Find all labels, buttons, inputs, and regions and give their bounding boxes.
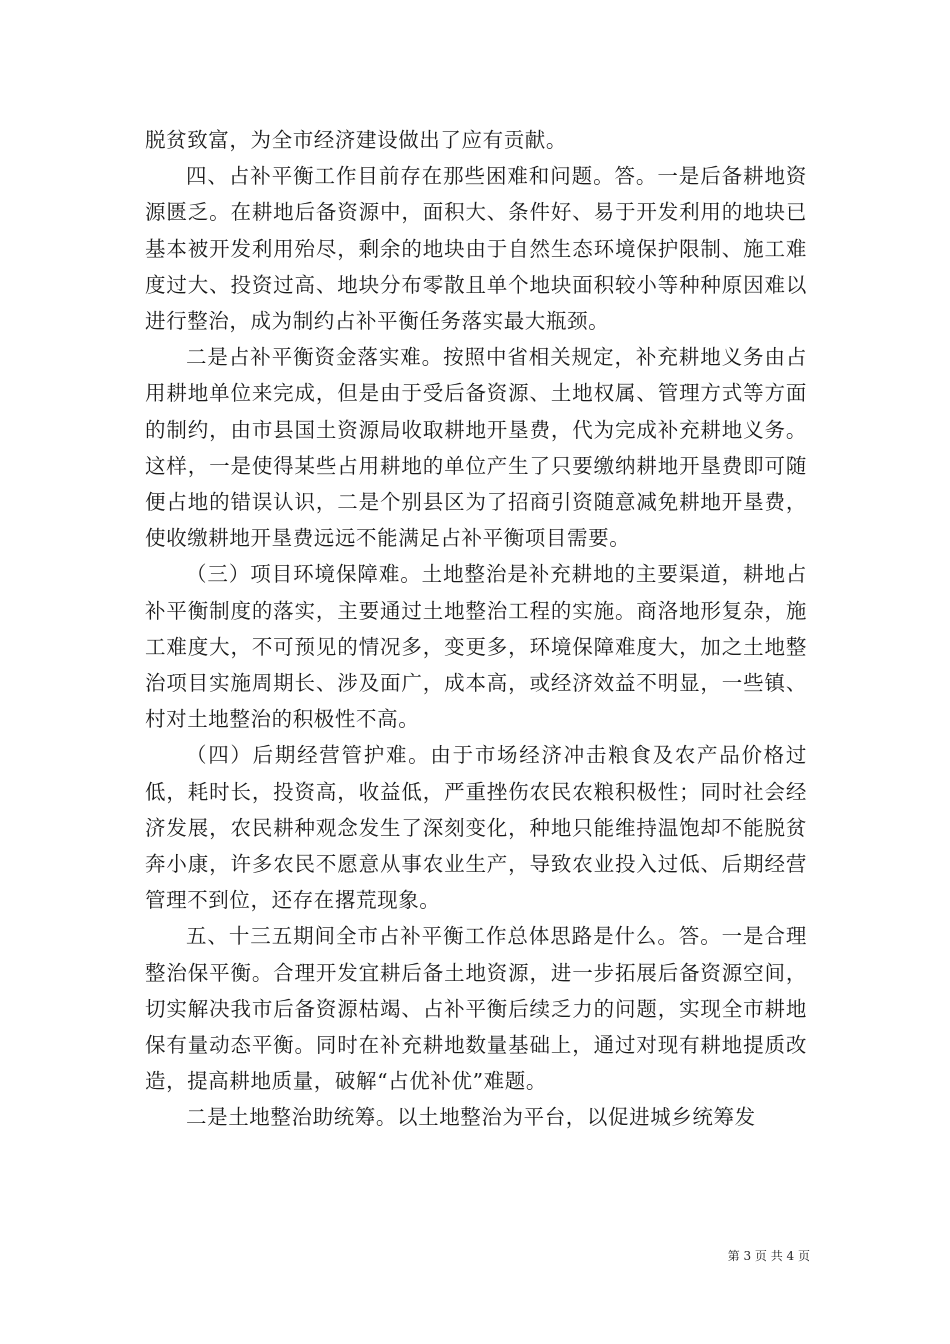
page-number-footer: 第 3 页 共 4 页 — [727, 1249, 810, 1263]
paragraph-environment-difficulty: （三）项目环境保障难。土地整治是补充耕地的主要渠道，耕地占补平衡制度的落实，主要通过土地整治工程的实施。商洛地形复杂，施工难度大，不可预见的情况多，变更多，环境保障难度大，加之土地整治项目实施周期长、涉及面广，成本高，或经济效益不明显，一些镇、村对土地整治的积极性不高。 — [145, 562, 807, 732]
paragraph-section-five: 五、十三五期间全市占补平衡工作总体思路是什么。答。一是合理整治保平衡。合理开发宜耕后备土地资源，进一步拓展后备资源空间，切实解决我市后备资源枯竭、占补平衡后续乏力的问题，实现全市耕地保有量动态平衡。同时在补充耕地数量基础上，通过对现有耕地提质改造，提高耕地质量，破解“占优补优”难题。 — [145, 924, 807, 1094]
paragraph-funding-difficulty: 二是占补平衡资金落实难。按照中省相关规定，补充耕地义务由占用耕地单位来完成，但是由于受后备资源、土地权属、管理方式等方面的制约，由市县国土资源局收取耕地开垦费，代为完成补充耕地义务。这样，一是使得某些占用耕地的单位产生了只要缴纳耕地开垦费即可随便占地的错误认识，二是个别县区为了招商引资随意减免耕地开垦费，使收缴耕地开垦费远远不能满足占补平衡项目需要。 — [145, 345, 807, 551]
paragraph-land-consolidation: 二是土地整治助统筹。以土地整治为平台，以促进城乡统筹发 — [186, 1105, 756, 1130]
paragraph-management-difficulty: （四）后期经营管护难。由于市场经济冲击粮食及农产品价格过低，耗时长，投资高，收益低，严重挫伤农民农粮积极性；同时社会经济发展，农民耕种观念发生了深刻变化，种地只能维持温饱却不能脱贫奔小康，许多农民不愿意从事农业生产，导致农业投入过低、后期经营管理不到位，还存在撂荒现象。 — [145, 743, 807, 913]
body-text — [145, 122, 807, 1136]
paragraph-continuation: 脱贫致富，为全市经济建设做出了应有贡献。 — [145, 128, 567, 152]
paragraph-section-four: 四、占补平衡工作目前存在那些困难和问题。答。一是后备耕地资源匮乏。在耕地后备资源中，面积大、条件好、易于开发利用的地块已基本被开发利用殆尽，剩余的地块由于自然生态环境保护限制、施工难度过大、投资过高、地块分布零散且单个地块面积较小等种种原因难以进行整治，成为制约占补平衡任务落实最大瓶颈。 — [145, 164, 807, 334]
